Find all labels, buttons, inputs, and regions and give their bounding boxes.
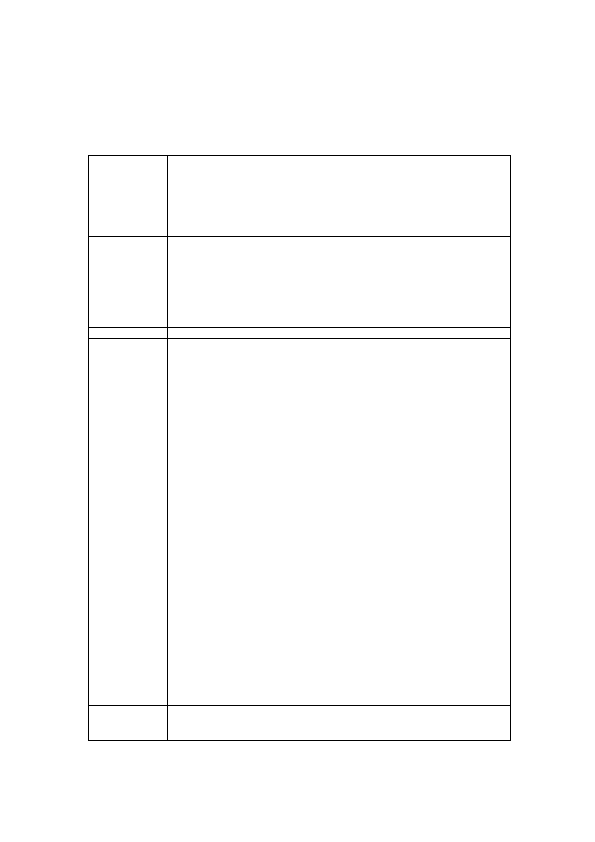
row-label [89, 328, 168, 339]
table-row [89, 237, 511, 328]
row-label [89, 339, 168, 706]
row-content [168, 237, 511, 328]
row-content [168, 156, 511, 237]
table-row [89, 706, 511, 741]
table-row [89, 156, 511, 237]
row-content [168, 328, 511, 339]
row-content [168, 706, 511, 741]
table-row [89, 328, 511, 339]
table-row [89, 339, 511, 706]
row-content [168, 339, 511, 706]
form-table [88, 155, 511, 741]
row-label [89, 237, 168, 328]
row-label [89, 156, 168, 237]
row-label [89, 706, 168, 741]
